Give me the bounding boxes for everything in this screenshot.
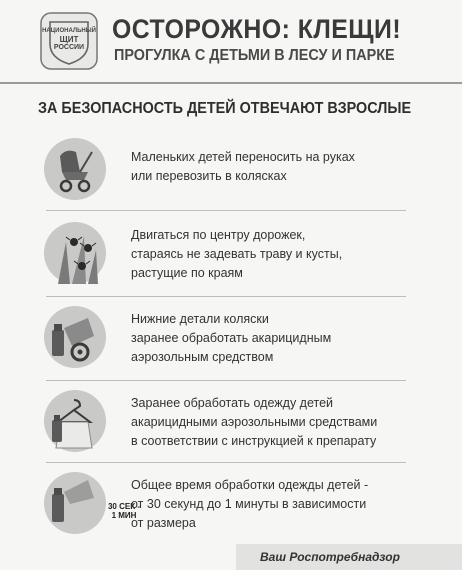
timer-line: 1 МИН xyxy=(111,511,137,520)
poster-header xyxy=(0,0,462,84)
item-line: Нижние детали коляски xyxy=(131,312,269,326)
timer-line: 30 СЕК - xyxy=(107,502,140,511)
logo-line: ЩИТ xyxy=(59,35,79,44)
divider xyxy=(46,210,406,211)
spray-clothes-icon xyxy=(44,390,106,452)
item-text xyxy=(131,394,391,451)
divider xyxy=(46,380,406,381)
item-line: или перевозить в колясках xyxy=(131,169,287,183)
item-text xyxy=(131,310,391,367)
page-subtitle: ПРОГУЛКА С ДЕТЬМИ В ЛЕСУ И ПАРКЕ xyxy=(114,47,395,64)
page-title: ОСТОРОЖНО: КЛЕЩИ! xyxy=(112,14,402,44)
item-line: Маленьких детей переносить на руках xyxy=(131,150,355,164)
national-shield-logo xyxy=(40,12,98,70)
divider xyxy=(46,296,406,297)
divider xyxy=(46,462,406,463)
header-divider xyxy=(0,82,462,84)
item-text xyxy=(131,476,391,533)
item-line: растущие по краям xyxy=(131,266,243,280)
ticks-on-grass-icon xyxy=(44,222,106,284)
item-line: Заранее обработать одежду детей xyxy=(131,396,334,410)
spray-stroller-icon xyxy=(44,306,106,368)
logo-line: РОССИИ xyxy=(53,44,85,51)
item-line: акарицидными аэрозольными средствами xyxy=(131,415,378,429)
item-line: от 30 секунд до 1 минуты в зависимости xyxy=(131,497,367,511)
stroller-icon xyxy=(44,138,106,200)
item-line: заранее обработать акарицидным xyxy=(131,331,332,345)
item-line: аэрозольным средством xyxy=(131,350,274,364)
item-text xyxy=(131,148,391,186)
item-text xyxy=(131,226,391,283)
logo-text xyxy=(40,28,98,51)
footer xyxy=(236,544,462,570)
item-line: от размера xyxy=(131,516,196,530)
item-line: Общее время обработки одежды детей - xyxy=(131,478,369,492)
item-line: в соответствии с инструкцией к препарату xyxy=(131,434,377,448)
item-line: стараясь не задевать траву и кусты, xyxy=(131,247,343,261)
logo-line: НАЦИОНАЛЬНЫЙ xyxy=(42,28,96,34)
section-title: ЗА БЕЗОПАСНОСТЬ ДЕТЕЙ ОТВЕЧАЮТ ВЗРОСЛЫЕ xyxy=(38,100,412,117)
footer-signature: Ваш Роспотребнадзор xyxy=(260,550,400,564)
item-line: Двигаться по центру дорожек, xyxy=(131,228,306,242)
spray-timer-icon xyxy=(44,472,140,534)
